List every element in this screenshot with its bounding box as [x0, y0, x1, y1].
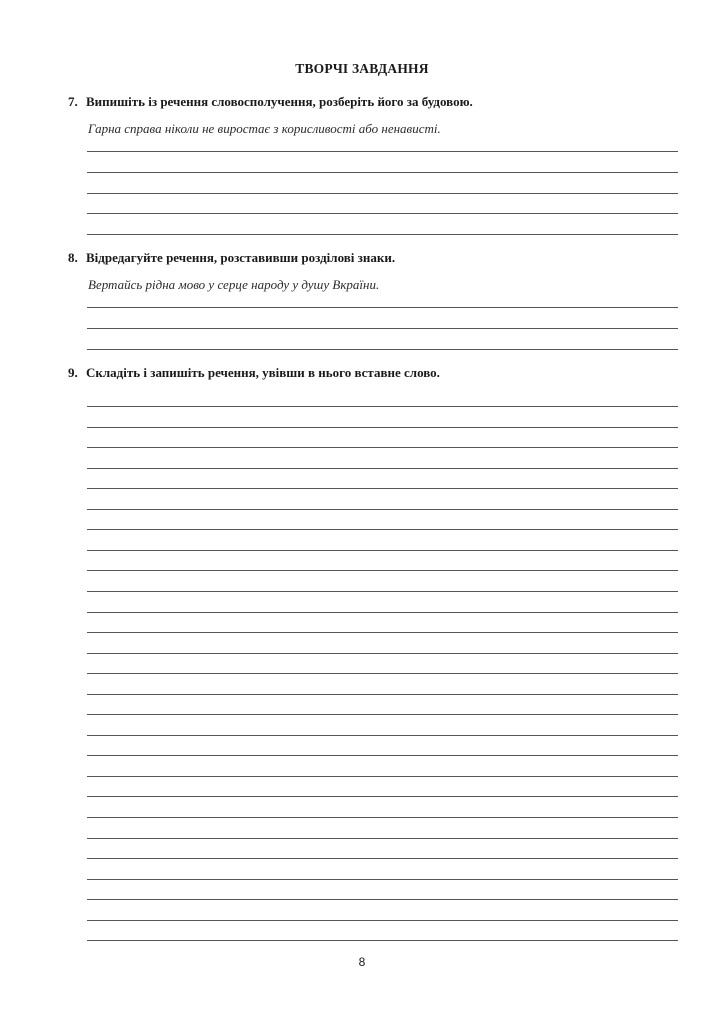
answer-line[interactable] — [87, 151, 678, 152]
answer-line[interactable] — [87, 632, 678, 633]
answer-line[interactable] — [87, 213, 678, 214]
answer-line[interactable] — [87, 714, 678, 715]
task-7-heading — [68, 94, 473, 110]
answer-line[interactable] — [87, 838, 678, 839]
answer-line[interactable] — [87, 817, 678, 818]
task-8-number: 8. — [68, 250, 78, 265]
answer-line[interactable] — [87, 612, 678, 613]
answer-line[interactable] — [87, 349, 678, 350]
answer-line[interactable] — [87, 509, 678, 510]
page-title: ТВОРЧІ ЗАВДАННЯ — [295, 61, 429, 76]
task-9-heading — [68, 365, 440, 381]
answer-line[interactable] — [87, 940, 678, 941]
answer-line[interactable] — [87, 529, 678, 530]
answer-line[interactable] — [87, 488, 678, 489]
answer-line[interactable] — [87, 427, 678, 428]
answer-line[interactable] — [87, 755, 678, 756]
answer-line[interactable] — [87, 776, 678, 777]
answer-line[interactable] — [87, 406, 678, 407]
answer-line[interactable] — [87, 328, 678, 329]
task-8-sentence: Вертайсь рідна мово у серце народу у душу Вкраїни. — [88, 277, 380, 292]
answer-line[interactable] — [87, 468, 678, 469]
answer-line[interactable] — [87, 879, 678, 880]
answer-line[interactable] — [87, 591, 678, 592]
answer-line[interactable] — [87, 796, 678, 797]
answer-line[interactable] — [87, 653, 678, 654]
answer-line[interactable] — [87, 447, 678, 448]
answer-line[interactable] — [87, 550, 678, 551]
answer-line[interactable] — [87, 899, 678, 900]
answer-line[interactable] — [87, 920, 678, 921]
answer-line[interactable] — [87, 307, 678, 308]
answer-line[interactable] — [87, 193, 678, 194]
task-7-instruction: Випишіть із речення словосполучення, розберіть його за будовою. — [86, 94, 473, 109]
task-7-number: 7. — [68, 94, 78, 109]
task-7-sentence: Гарна справа ніколи не виростає з корисливості або ненависті. — [88, 121, 441, 136]
answer-line[interactable] — [87, 234, 678, 235]
answer-line[interactable] — [87, 570, 678, 571]
page-number: 8 — [358, 955, 366, 969]
answer-line[interactable] — [87, 735, 678, 736]
task-8-instruction: Відредагуйте речення, розставивши розділові знаки. — [86, 250, 396, 265]
answer-line[interactable] — [87, 673, 678, 674]
task-9-instruction: Складіть і запишіть речення, увівши в нього вставне слово. — [86, 365, 440, 380]
answer-line[interactable] — [87, 694, 678, 695]
answer-line[interactable] — [87, 858, 678, 859]
task-8-heading — [68, 250, 395, 266]
task-9-number: 9. — [68, 365, 78, 380]
answer-line[interactable] — [87, 172, 678, 173]
